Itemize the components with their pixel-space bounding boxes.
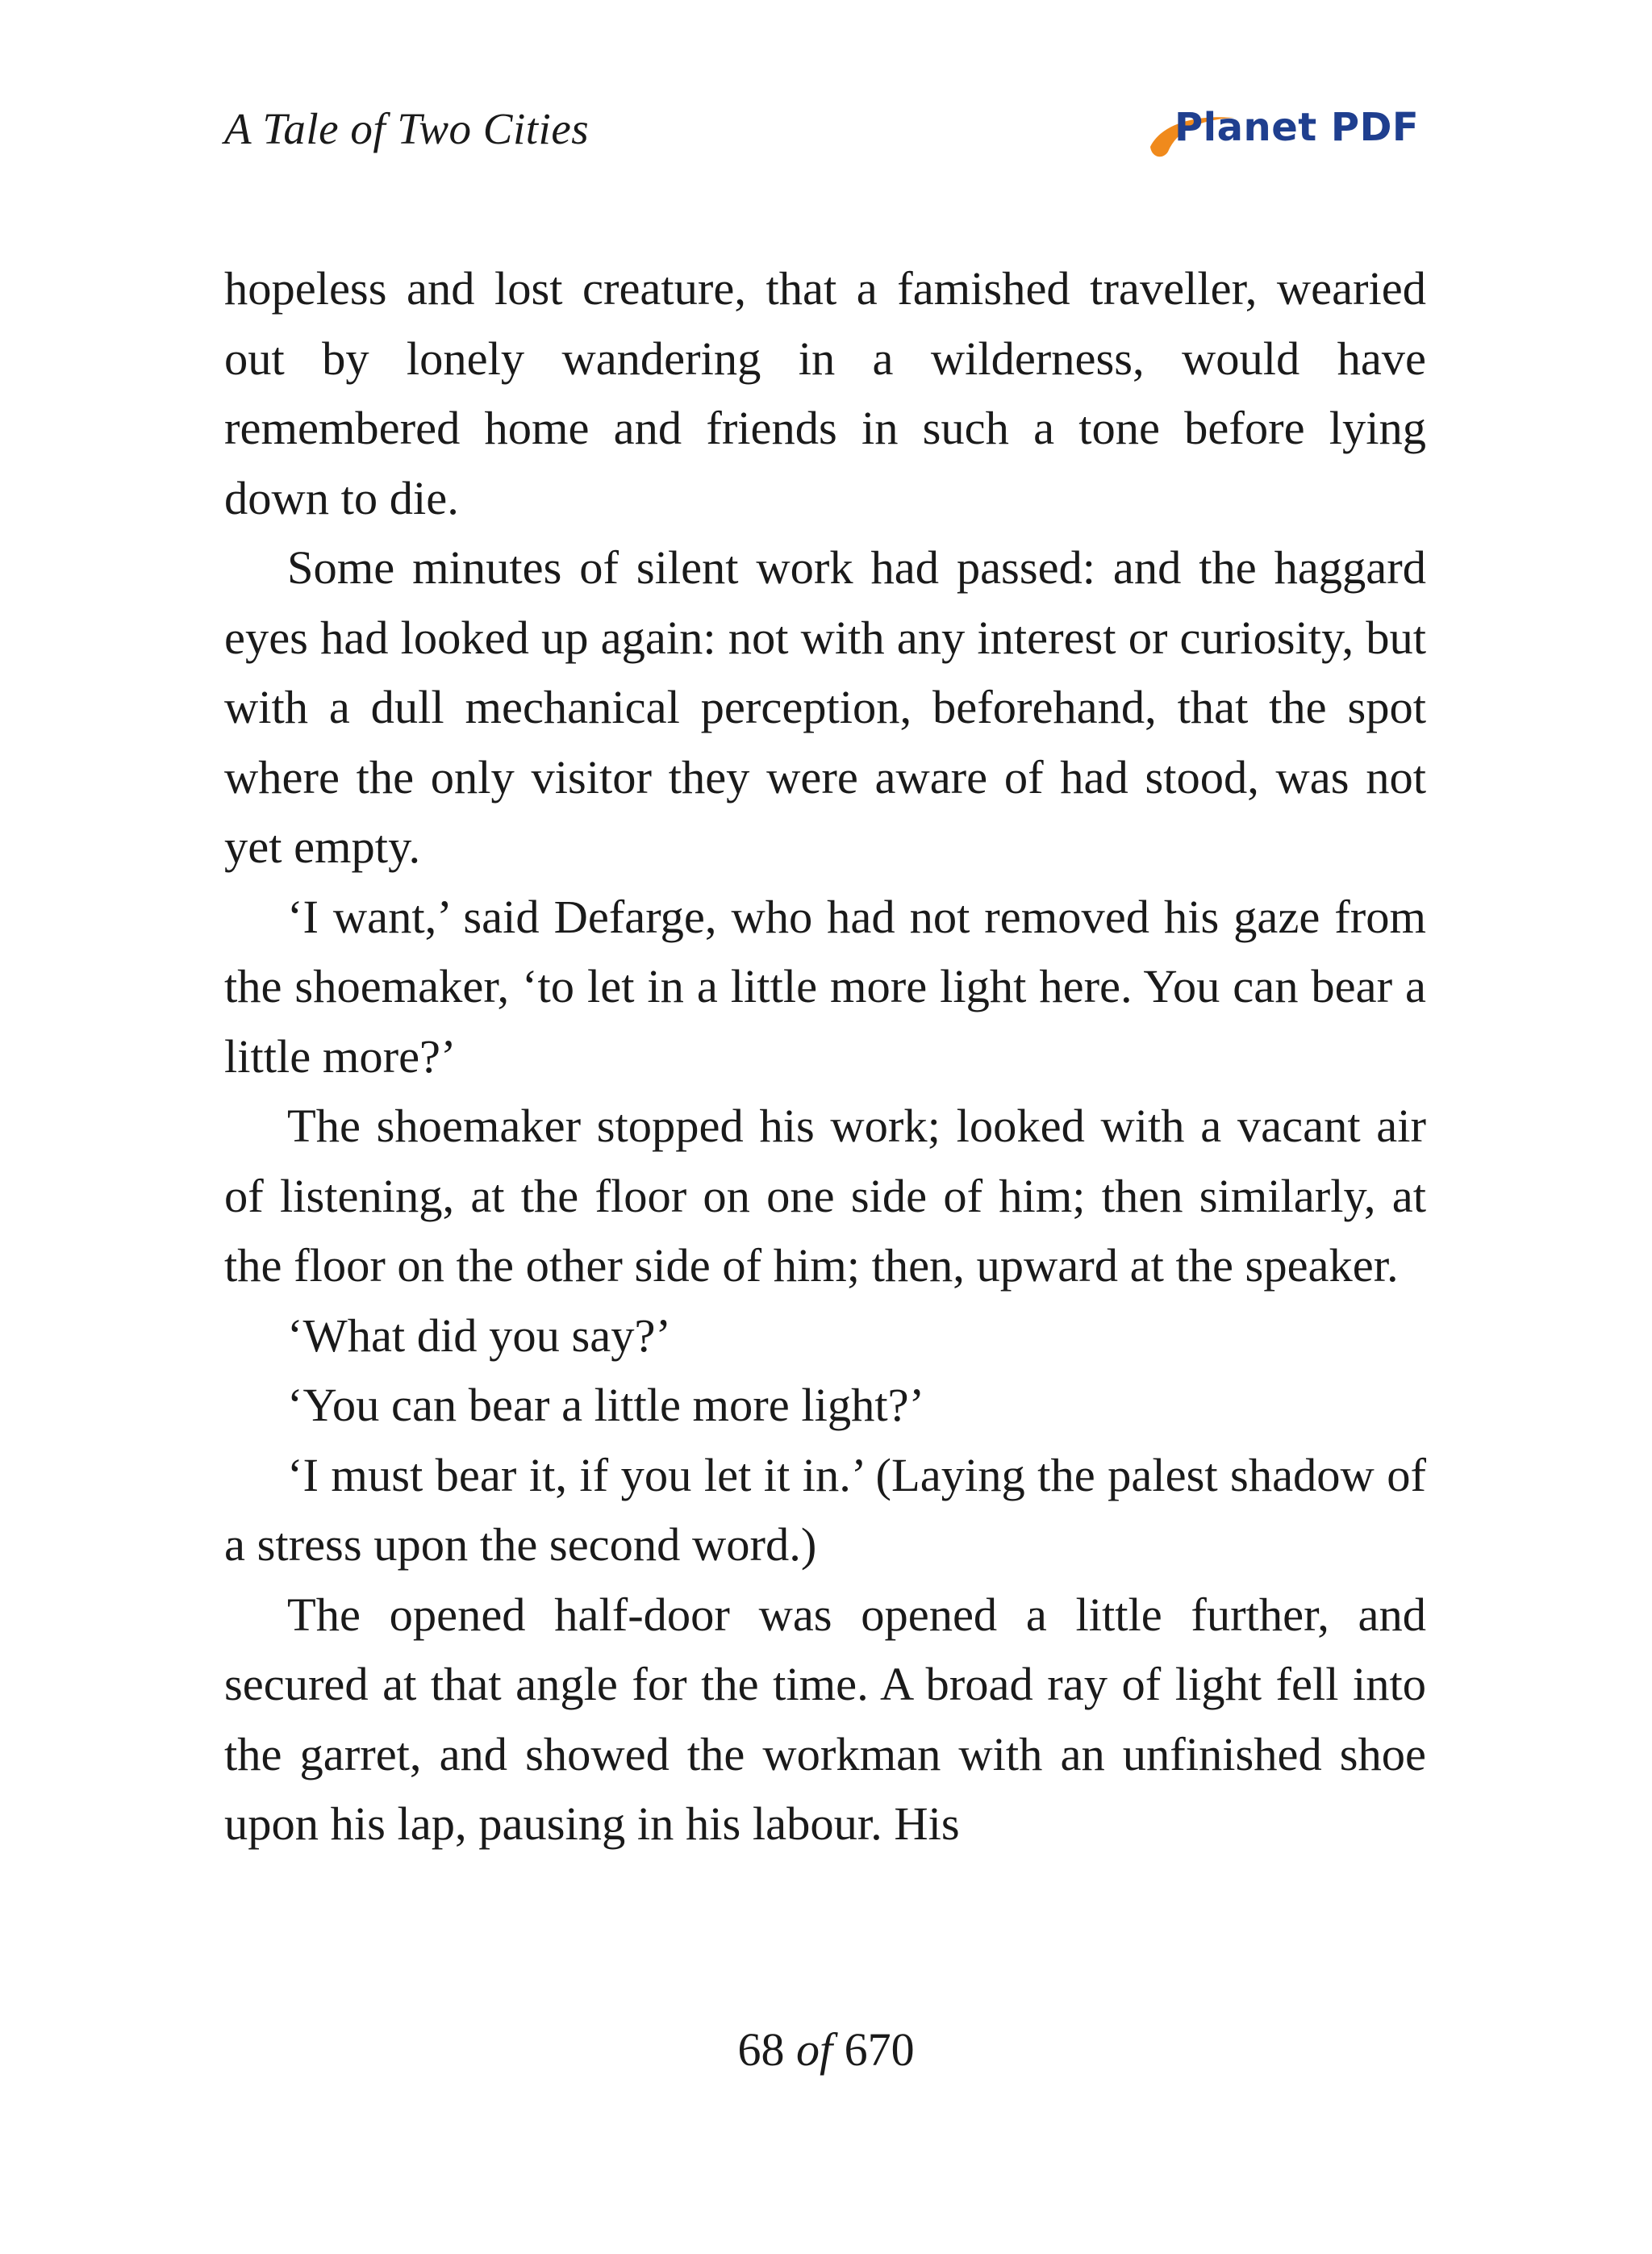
paragraph: hopeless and lost creature, that a famished traveller, wearied out by lonely wandering in a wilderness, would have remembered home and friends in such a tone before lying down to die. bbox=[224, 262, 1426, 524]
page-header bbox=[224, 95, 1428, 184]
paragraph: ‘You can bear a little more light?’ bbox=[287, 1379, 925, 1431]
page-of-label: of bbox=[795, 2023, 833, 2076]
paragraph: ‘I want,’ said Defarge, who had not removed his gaze from the shoemaker, ‘to let in a little more light here. You can bear a little more?’ bbox=[224, 890, 1426, 1083]
paragraph: ‘What did you say?’ bbox=[287, 1309, 671, 1362]
total-pages: 670 bbox=[844, 2023, 915, 2076]
paragraph: Some minutes of silent work had passed: and the haggard eyes had looked up again: not with any interest or curiosity, but with a dull mechanical perception, beforehand, that the spot where the only visitor they were aware of had stood, was not yet empty. bbox=[224, 541, 1426, 873]
planet-pdf-logo bbox=[1145, 100, 1420, 165]
logo-text: Planet PDF bbox=[1174, 105, 1420, 150]
current-page: 68 bbox=[737, 2023, 785, 2076]
page-number bbox=[0, 2023, 1652, 2076]
paragraph: The shoemaker stopped his work; looked with a vacant air of listening, at the floor on one side of him; then similarly, at the floor on the other side of him; then, upward at the speaker. bbox=[224, 1100, 1426, 1292]
paragraph: The opened half-door was opened a little further, and secured at that angle for the time. A broad ray of light fell into the garret, and showed the workman with an unfinished shoe upon his lap, pausing in his labour. His bbox=[224, 1588, 1426, 1850]
book-title: A Tale of Two Cities bbox=[224, 104, 590, 153]
paragraph: ‘I must bear it, if you let it in.’ (Laying the palest shadow of a stress upon the second word.) bbox=[224, 1448, 1426, 1571]
page-body bbox=[224, 254, 1426, 1860]
